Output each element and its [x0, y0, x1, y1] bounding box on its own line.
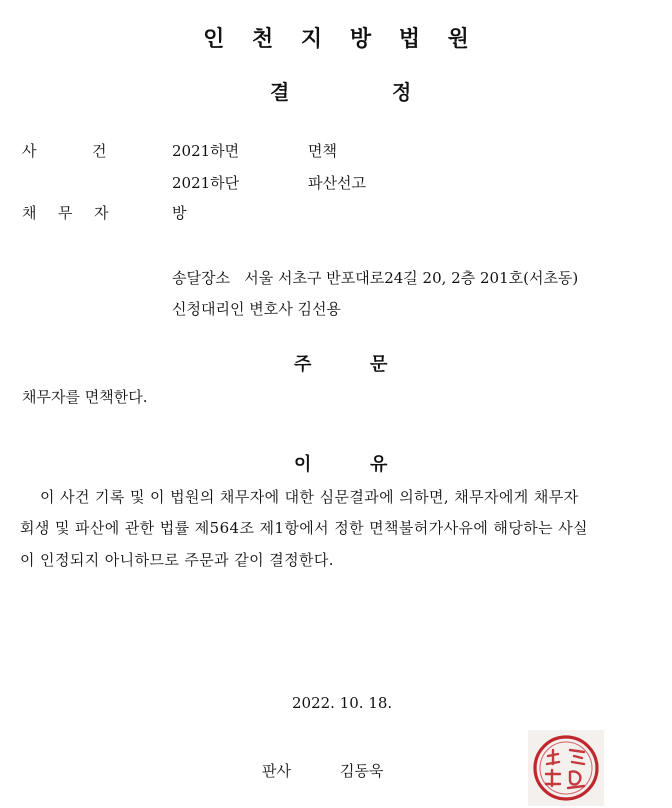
- applicant-agent: 신청대리인 변호사 김선용: [172, 300, 341, 318]
- reason-heading-right: 유: [370, 454, 388, 475]
- judge-name: 김동욱: [340, 762, 384, 780]
- case-label-char-2: 건: [92, 142, 107, 160]
- reason-heading-left: 이: [294, 454, 312, 475]
- case-label-char-1: 사: [22, 142, 37, 160]
- reason-line-2: 회생 및 파산에 관한 법률 제564조 제1항에서 정한 면책불허가사유에 해당하는 사실: [20, 519, 588, 537]
- debtor-label-char-1: 채: [22, 204, 37, 222]
- order-text: 채무자를 면책한다.: [22, 388, 148, 406]
- service-address: 송달장소 서울 서초구 반포대로24길 20, 2층 201호(서초동): [172, 269, 579, 287]
- court-name: 인 천 지 방 법 원: [203, 27, 479, 52]
- reason-line-1: 이 사건 기록 및 이 법원의 채무자에 대한 심문결과에 의하면, 채무자에게 채무자: [40, 488, 579, 506]
- debtor-name: 방: [172, 204, 187, 222]
- judge-title: 판사: [262, 762, 291, 780]
- case-number-2: 2021하단: [172, 174, 240, 192]
- case-type-1: 면책: [308, 142, 337, 160]
- case-type-2: 파산선고: [308, 174, 366, 192]
- judge-seal-icon: [528, 730, 604, 806]
- decision-date: 2022. 10. 18.: [292, 694, 393, 712]
- doc-type-right: 정: [392, 80, 412, 104]
- doc-type-left: 결: [270, 80, 290, 104]
- order-heading-left: 주: [294, 354, 312, 375]
- debtor-label-char-2: 무: [58, 204, 73, 222]
- debtor-label-char-3: 자: [94, 204, 109, 222]
- order-heading-right: 문: [370, 354, 388, 375]
- case-number-1: 2021하면: [172, 142, 240, 160]
- reason-line-3: 이 인정되지 아니하므로 주문과 같이 결정한다.: [20, 551, 334, 569]
